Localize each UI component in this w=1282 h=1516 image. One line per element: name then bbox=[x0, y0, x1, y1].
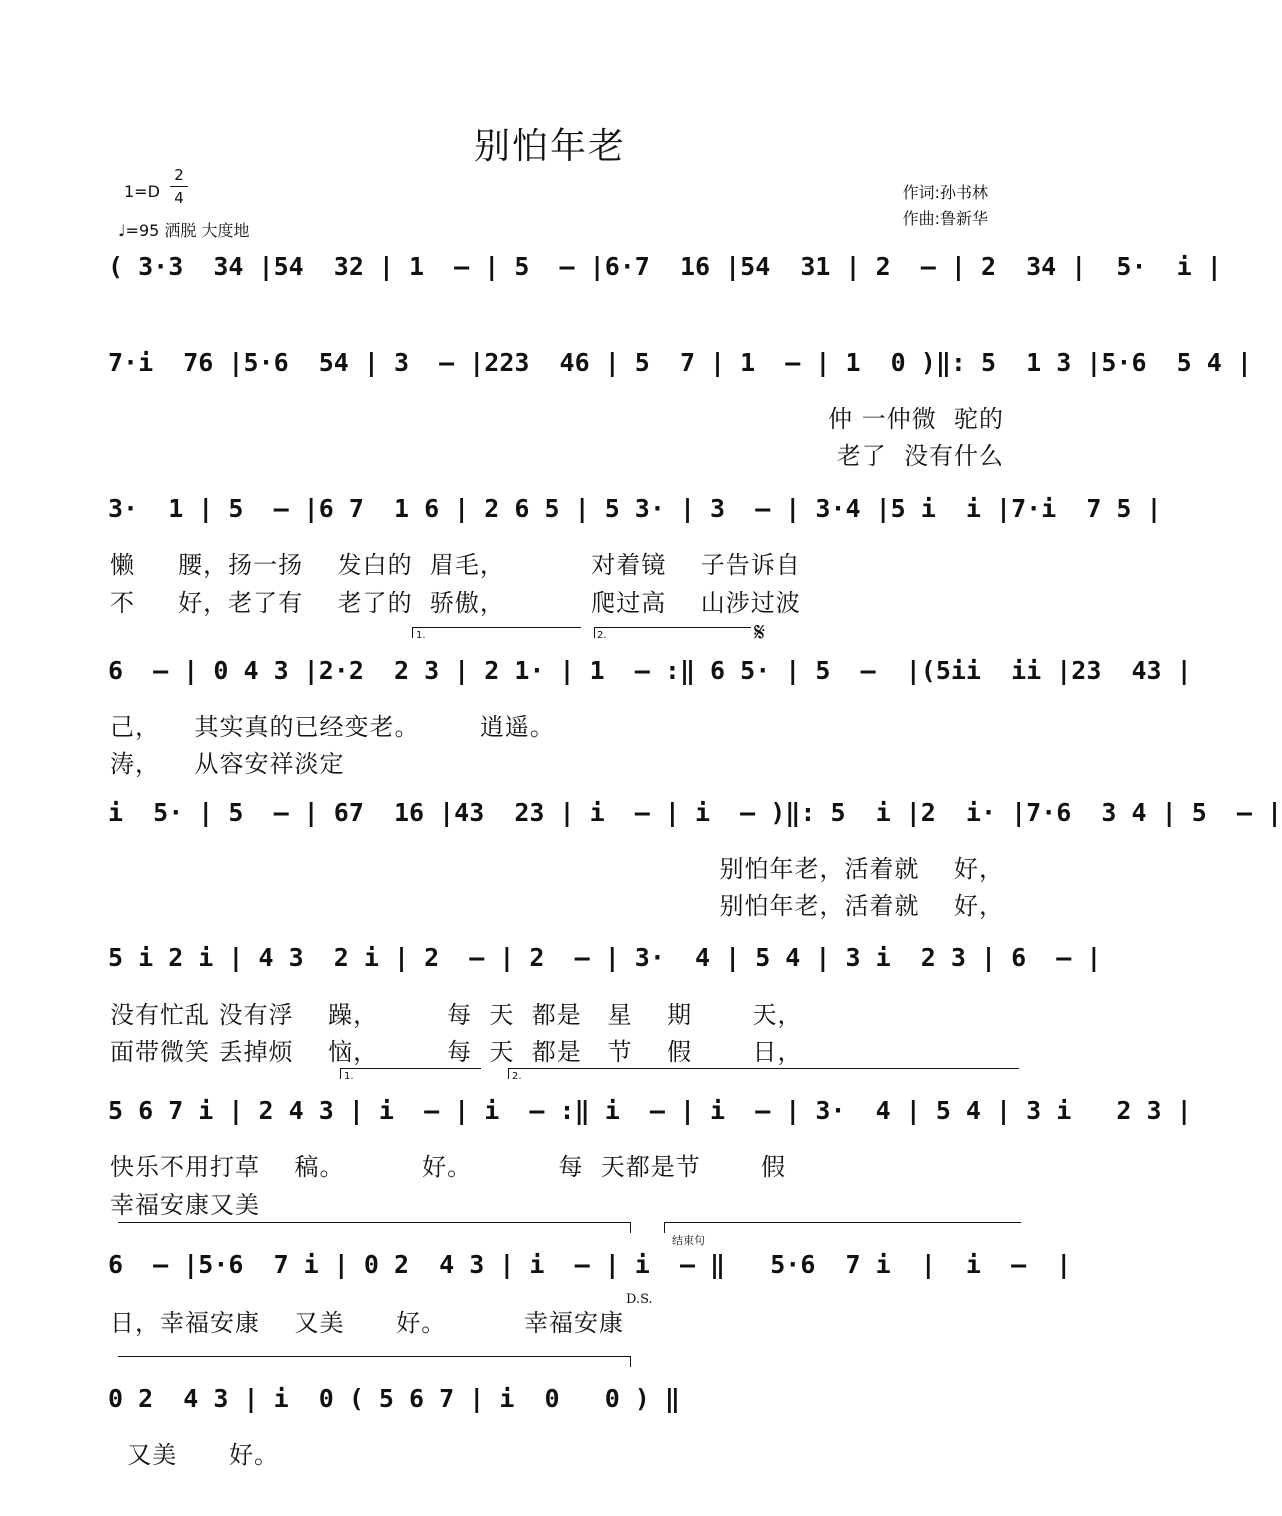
lyric-line-8-verse-1: 日，幸福安康 又美 好。 幸福安康 bbox=[110, 1309, 624, 1337]
volta-1-bracket-b bbox=[340, 1068, 481, 1079]
volta-1-bracket bbox=[412, 627, 581, 638]
time-denominator: 4 bbox=[174, 189, 184, 207]
song-title: 别怕年老 bbox=[473, 126, 626, 167]
segno-sign: 𝄋 bbox=[754, 618, 766, 648]
lyric-line-6-verse-1: 没有忙乱 没有浮 躁， 每 天 都是 星 期 天， bbox=[110, 1001, 803, 1029]
ending-bracket-continuation bbox=[118, 1356, 631, 1367]
score-line-7: 5 6 7 i | 2 4 3 | i – | i – :‖ i – | i – | 3· 4 | 5 4 | 3 i 2 3 | bbox=[108, 1096, 1192, 1125]
ending-bracket bbox=[664, 1222, 1021, 1233]
score-line-8: 6 – |5·6 7 i | 0 2 4 3 | i – | i – ‖ 5·6 7 i | i – | bbox=[108, 1250, 1072, 1279]
volta-2-label: 2. bbox=[597, 630, 607, 641]
composer: 作曲:鲁新华 bbox=[902, 209, 988, 228]
lyric-line-3-verse-2: 不 好，老了有 老了的 骄傲， 爬过高 山涉过波 bbox=[110, 589, 801, 617]
time-signature bbox=[170, 166, 188, 207]
lyric-line-6-verse-2: 面带微笑 丢掉烦 恼， 每 天 都是 节 假 日， bbox=[110, 1038, 803, 1066]
volta-2-bracket-b bbox=[508, 1068, 1019, 1079]
credits bbox=[903, 180, 988, 232]
score-line-2: 7·i 76 |5·6 54 | 3 – |223 46 | 5 7 | 1 – | 1 0 )‖: 5 1 3 |5·6 5 4 | bbox=[108, 348, 1252, 377]
key-signature: 1=D bbox=[124, 182, 160, 201]
tempo-marking: ♩=95 洒脱 大度地 bbox=[118, 221, 250, 240]
lyric-line-3-verse-1: 懒 腰，扬一扬 发白的 眉毛， 对着镜 子告诉自 bbox=[110, 551, 801, 579]
score-line-5: i 5· | 5 – | 67 16 |43 23 | i – | i – )‖: 5 i |2 i· |7·6 3 4 | 5 – | bbox=[108, 798, 1282, 827]
volta-1-label-b: 1. bbox=[344, 1071, 354, 1082]
lyric-line-9-verse-1: 又美 好。 bbox=[110, 1441, 280, 1469]
lyric-line-4-verse-2: 涛， 从容安祥淡定 bbox=[110, 750, 345, 778]
volta-2-label-b: 2. bbox=[512, 1071, 522, 1082]
lyric-line-2-verse-1: 仲 一仲微 驼的 bbox=[828, 405, 1004, 433]
ending-label: 结束句 bbox=[672, 1234, 705, 1247]
ds-mark: D.S. bbox=[626, 1292, 653, 1307]
score-line-4: 6 – | 0 4 3 |2·2 2 3 | 2 1· | 1 – :‖ 6 5· | 5 – |(5ii ii |23 43 | bbox=[108, 656, 1192, 685]
lyricist: 作词:孙书林 bbox=[902, 183, 988, 202]
lyric-line-5-verse-2: 别怕年老，活着就 好， bbox=[719, 892, 1004, 920]
score-line-6: 5 i 2 i | 4 3 2 i | 2 – | 2 – | 3· 4 | 5 4 | 3 i 2 3 | 6 – | bbox=[108, 943, 1102, 972]
score-line-3: 3· 1 | 5 – |6 7 1 6 | 2 6 5 | 5 3· | 3 – | 3·4 |5 i i |7·i 7 5 | bbox=[108, 494, 1162, 523]
lyric-line-7-verse-1: 快乐不用打草 稿。 好。 每 天都是节 假 bbox=[110, 1153, 787, 1181]
score-line-1: ( 3·3 34 |54 32 | 1 – | 5 – |6·7 16 |54 31 | 2 – | 2 34 | 5· i | bbox=[108, 252, 1222, 281]
volta-2-continuation bbox=[118, 1222, 631, 1233]
lyric-line-5-verse-1: 别怕年老，活着就 好， bbox=[719, 855, 1004, 883]
time-numerator: 2 bbox=[174, 166, 184, 184]
score-line-9: 0 2 4 3 | i 0 ( 5 6 7 | i 0 0 ) ‖ bbox=[108, 1384, 680, 1413]
volta-1-label: 1. bbox=[416, 630, 426, 641]
lyric-line-7-verse-2: 幸福安康又美 bbox=[110, 1191, 260, 1219]
time-divider bbox=[170, 186, 188, 187]
volta-2-bracket bbox=[594, 627, 751, 638]
lyric-line-2-verse-2: 老了 没有什么 bbox=[836, 442, 1004, 470]
lyric-line-4-verse-1: 己， 其实真的已经变老。 逍遥。 bbox=[110, 713, 555, 741]
